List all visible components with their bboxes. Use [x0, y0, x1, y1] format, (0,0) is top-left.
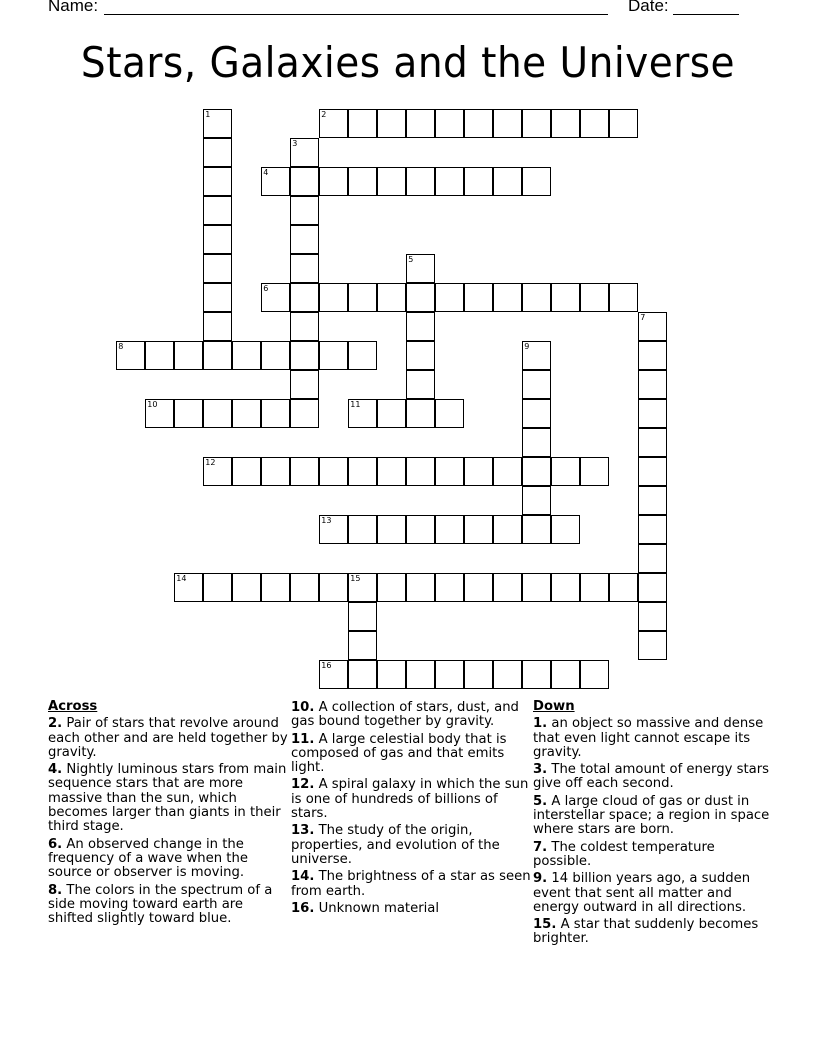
crossword-cell[interactable] [406, 341, 435, 370]
worksheet-header [48, 0, 748, 18]
across-clues-column-2 [291, 701, 531, 919]
clue-text: A collection of stars, dust, and gas bound together by gravity. [291, 700, 519, 730]
crossword-cell[interactable] [464, 660, 493, 689]
clue-across-16 [291, 902, 531, 916]
clue-text: an object so massive and dense that even light cannot escape its gravity. [533, 716, 764, 760]
crossword-cell[interactable] [464, 283, 493, 312]
crossword-cell[interactable] [406, 399, 435, 428]
clue-down-3 [533, 763, 773, 792]
crossword-cell[interactable] [522, 486, 551, 515]
clue-number: 13. [291, 823, 315, 839]
crossword-cell[interactable] [406, 457, 435, 486]
crossword-cell[interactable] [609, 573, 638, 602]
crossword-cell[interactable] [551, 573, 580, 602]
crossword-cell[interactable] [406, 283, 435, 312]
crossword-cell[interactable] [377, 515, 406, 544]
clue-text: 14 billion years ago, a sudden event that sent all matter and energy outward in all directions. [533, 871, 751, 915]
clue-text: The brightness of a star as seen from earth. [291, 869, 531, 899]
crossword-cell[interactable] [406, 370, 435, 399]
crossword-cell[interactable] [290, 167, 319, 196]
clue-number-label: 3 [292, 139, 298, 149]
crossword-cell[interactable] [638, 573, 667, 602]
clue-across-2 [48, 717, 288, 760]
clue-text: Unknown material [318, 900, 440, 916]
crossword-cell[interactable] [203, 138, 232, 167]
crossword-cell[interactable] [319, 283, 348, 312]
clue-number-label: 15 [350, 574, 361, 584]
crossword-cell[interactable] [551, 457, 580, 486]
crossword-cell[interactable] [493, 109, 522, 138]
crossword-cell[interactable] [290, 225, 319, 254]
crossword-cell[interactable] [377, 573, 406, 602]
crossword-cell[interactable] [638, 631, 667, 660]
crossword-cell[interactable] [435, 109, 464, 138]
crossword-cell[interactable] [203, 167, 232, 196]
clue-across-4 [48, 763, 288, 834]
crossword-cell[interactable] [348, 573, 377, 602]
date-field[interactable] [673, 0, 739, 15]
clue-across-6 [48, 838, 288, 881]
crossword-cell[interactable] [435, 660, 464, 689]
clue-number: 4. [48, 762, 63, 778]
crossword-cell[interactable] [348, 515, 377, 544]
crossword-cell[interactable] [290, 312, 319, 341]
crossword-cell[interactable] [145, 399, 174, 428]
crossword-cell[interactable] [638, 486, 667, 515]
down-heading: Down [533, 699, 575, 714]
crossword-cell[interactable] [435, 399, 464, 428]
crossword-cell[interactable] [464, 573, 493, 602]
crossword-cell[interactable] [116, 341, 145, 370]
crossword-cell[interactable] [435, 457, 464, 486]
crossword-cell[interactable] [406, 515, 435, 544]
crossword-cell[interactable] [203, 254, 232, 283]
clue-number: 14. [291, 869, 315, 885]
crossword-cell[interactable] [174, 399, 203, 428]
crossword-cell[interactable] [261, 167, 290, 196]
clue-across-13 [291, 824, 531, 867]
crossword-cell[interactable] [174, 341, 203, 370]
clue-text: An observed change in the frequency of a wave when the source or observer is moving. [48, 836, 248, 881]
crossword-cell[interactable] [638, 399, 667, 428]
crossword-cell[interactable] [377, 399, 406, 428]
crossword-cell[interactable] [290, 196, 319, 225]
crossword-cell[interactable] [261, 283, 290, 312]
clue-number: 6. [48, 836, 63, 852]
crossword-cell[interactable] [522, 109, 551, 138]
clue-number: 8. [48, 882, 63, 898]
crossword-cell[interactable] [406, 312, 435, 341]
clue-text: Nightly luminous stars from main sequence stars that are more massive than the sun, which becomes larger than giants in their third stage. [48, 762, 287, 835]
crossword-cell[interactable] [377, 167, 406, 196]
crossword-cell[interactable] [406, 109, 435, 138]
crossword-cell[interactable] [290, 399, 319, 428]
crossword-cell[interactable] [232, 341, 261, 370]
clue-down-9 [533, 872, 773, 915]
crossword-cell[interactable] [319, 515, 348, 544]
crossword-cell[interactable] [493, 573, 522, 602]
crossword-cell[interactable] [377, 660, 406, 689]
crossword-cell[interactable] [464, 167, 493, 196]
crossword-cell[interactable] [493, 457, 522, 486]
crossword-cell[interactable] [406, 573, 435, 602]
crossword-cell[interactable] [348, 341, 377, 370]
crossword-cell[interactable] [290, 370, 319, 399]
crossword-cell[interactable] [522, 341, 551, 370]
crossword-cell[interactable] [522, 167, 551, 196]
crossword-cell[interactable] [319, 660, 348, 689]
crossword-cell[interactable] [261, 341, 290, 370]
crossword-cell[interactable] [580, 660, 609, 689]
crossword-cell[interactable] [551, 660, 580, 689]
crossword-cell[interactable] [203, 225, 232, 254]
crossword-cell[interactable] [290, 457, 319, 486]
clue-text: A spiral galaxy in which the sun is one of hundreds of billions of stars. [291, 777, 529, 822]
crossword-cell[interactable] [203, 399, 232, 428]
crossword-cell[interactable] [261, 399, 290, 428]
clue-across-14 [291, 870, 531, 899]
crossword-cell[interactable] [580, 109, 609, 138]
crossword-cell[interactable] [348, 660, 377, 689]
crossword-cell[interactable] [522, 660, 551, 689]
clue-number-label: 16 [321, 661, 332, 671]
crossword-cell[interactable] [551, 109, 580, 138]
clue-down-7 [533, 841, 773, 870]
clue-text: A large cloud of gas or dust in interstellar space; a region in space where stars are born. [533, 793, 770, 838]
crossword-cell[interactable] [638, 544, 667, 573]
clue-number-label: 4 [263, 168, 269, 178]
clue-text: A star that suddenly becomes brighter. [533, 917, 759, 947]
clue-text: Pair of stars that revolve around each other and are held together by gravity. [48, 716, 288, 760]
crossword-cell[interactable] [261, 457, 290, 486]
crossword-cell[interactable] [145, 341, 174, 370]
crossword-cell[interactable] [522, 573, 551, 602]
crossword-cell[interactable] [464, 515, 493, 544]
across-clues-column-1 [48, 700, 288, 929]
crossword-cell[interactable] [638, 341, 667, 370]
crossword-cell[interactable] [493, 660, 522, 689]
crossword-cell[interactable] [638, 515, 667, 544]
crossword-cell[interactable] [348, 109, 377, 138]
crossword-cell[interactable] [203, 283, 232, 312]
crossword-cell[interactable] [232, 399, 261, 428]
clue-across-12 [291, 778, 531, 821]
clue-text: The coldest temperature possible. [533, 839, 715, 869]
clue-number: 15. [533, 917, 557, 933]
crossword-cell[interactable] [638, 457, 667, 486]
crossword-cell[interactable] [377, 457, 406, 486]
crossword-cell[interactable] [290, 341, 319, 370]
clue-number-label: 5 [408, 255, 414, 265]
crossword-cell[interactable] [348, 167, 377, 196]
clue-across-11 [291, 733, 531, 776]
crossword-cell[interactable] [580, 283, 609, 312]
crossword-cell[interactable] [203, 457, 232, 486]
clue-number-label: 1 [205, 110, 211, 120]
crossword-cell[interactable] [522, 399, 551, 428]
crossword-cell[interactable] [580, 573, 609, 602]
crossword-cell[interactable] [435, 573, 464, 602]
crossword-cell[interactable] [203, 341, 232, 370]
crossword-cell[interactable] [348, 457, 377, 486]
clue-number-label: 12 [205, 458, 216, 468]
clue-down-5 [533, 795, 773, 838]
crossword-cell[interactable] [638, 602, 667, 631]
crossword-cell[interactable] [348, 283, 377, 312]
crossword-cell[interactable] [319, 573, 348, 602]
crossword-cell[interactable] [522, 283, 551, 312]
clue-number: 3. [533, 762, 548, 778]
clue-number: 16. [291, 900, 315, 916]
clue-number: 11. [291, 731, 315, 747]
crossword-cell[interactable] [580, 457, 609, 486]
crossword-cell[interactable] [493, 515, 522, 544]
crossword-cell[interactable] [493, 167, 522, 196]
page-title: Stars, Galaxies and the Universe [80, 38, 736, 87]
crossword-cell[interactable] [174, 573, 203, 602]
crossword-cell[interactable] [435, 515, 464, 544]
crossword-cell[interactable] [406, 254, 435, 283]
crossword-cell[interactable] [609, 283, 638, 312]
crossword-cell[interactable] [522, 428, 551, 457]
crossword-cell[interactable] [319, 457, 348, 486]
clue-text: The colors in the spectrum of a side moving toward earth are shifted slightly toward blue. [48, 882, 273, 927]
crossword-cell[interactable] [522, 457, 551, 486]
crossword-cell[interactable] [203, 573, 232, 602]
crossword-cell[interactable] [435, 283, 464, 312]
crossword-cell[interactable] [435, 167, 464, 196]
crossword-grid [117, 110, 672, 695]
clue-text: A large celestial body that is composed of gas and that emits light. [291, 731, 507, 776]
crossword-cell[interactable] [290, 138, 319, 167]
date-label: Date: [628, 0, 669, 15]
crossword-cell[interactable] [406, 167, 435, 196]
clue-number: 10. [291, 700, 315, 715]
crossword-cell[interactable] [348, 602, 377, 631]
crossword-cell[interactable] [319, 109, 348, 138]
clue-number-label: 9 [524, 342, 530, 352]
clue-number: 5. [533, 793, 548, 809]
crossword-cell[interactable] [609, 109, 638, 138]
name-field[interactable] [104, 0, 608, 15]
clue-down-1 [533, 717, 773, 760]
crossword-cell[interactable] [377, 109, 406, 138]
crossword-cell[interactable] [203, 312, 232, 341]
crossword-cell[interactable] [348, 631, 377, 660]
crossword-cell[interactable] [406, 660, 435, 689]
crossword-cell[interactable] [638, 428, 667, 457]
clue-text: The study of the origin, properties, and evolution of the universe. [291, 823, 500, 867]
clue-number: 1. [533, 716, 548, 732]
clue-number-label: 14 [176, 574, 187, 584]
clue-number-label: 13 [321, 516, 332, 526]
crossword-cell[interactable] [377, 283, 406, 312]
crossword-cell[interactable] [551, 515, 580, 544]
crossword-cell[interactable] [319, 167, 348, 196]
crossword-cell[interactable] [638, 312, 667, 341]
crossword-cell[interactable] [290, 573, 319, 602]
clue-number-label: 6 [263, 284, 269, 294]
clue-number-label: 11 [350, 400, 361, 410]
crossword-cell[interactable] [551, 283, 580, 312]
crossword-cell[interactable] [522, 515, 551, 544]
crossword-cell[interactable] [290, 254, 319, 283]
crossword-cell[interactable] [493, 283, 522, 312]
crossword-cell[interactable] [203, 109, 232, 138]
down-clues-column [533, 700, 773, 950]
clue-text: The total amount of energy stars give off each second. [533, 762, 769, 792]
crossword-cell[interactable] [464, 457, 493, 486]
crossword-cell[interactable] [261, 573, 290, 602]
clue-across-8 [48, 884, 288, 927]
name-label: Name: [48, 0, 99, 15]
clue-number-label: 2 [321, 110, 327, 120]
clue-number-label: 7 [640, 313, 646, 323]
clue-number: 2. [48, 716, 63, 732]
crossword-cell[interactable] [203, 196, 232, 225]
crossword-cell[interactable] [319, 341, 348, 370]
across-heading: Across [48, 699, 98, 714]
clue-number: 12. [291, 777, 315, 793]
crossword-cell[interactable] [232, 457, 261, 486]
clue-number: 7. [533, 839, 548, 855]
clue-across-10 [291, 701, 531, 730]
clue-down-15 [533, 918, 773, 947]
clue-number-label: 10 [147, 400, 158, 410]
crossword-cell[interactable] [232, 573, 261, 602]
crossword-cell[interactable] [348, 399, 377, 428]
crossword-cell[interactable] [638, 370, 667, 399]
clue-number-label: 8 [118, 342, 124, 352]
crossword-cell[interactable] [464, 109, 493, 138]
crossword-cell[interactable] [522, 370, 551, 399]
clue-number: 9. [533, 871, 548, 887]
crossword-cell[interactable] [290, 283, 319, 312]
